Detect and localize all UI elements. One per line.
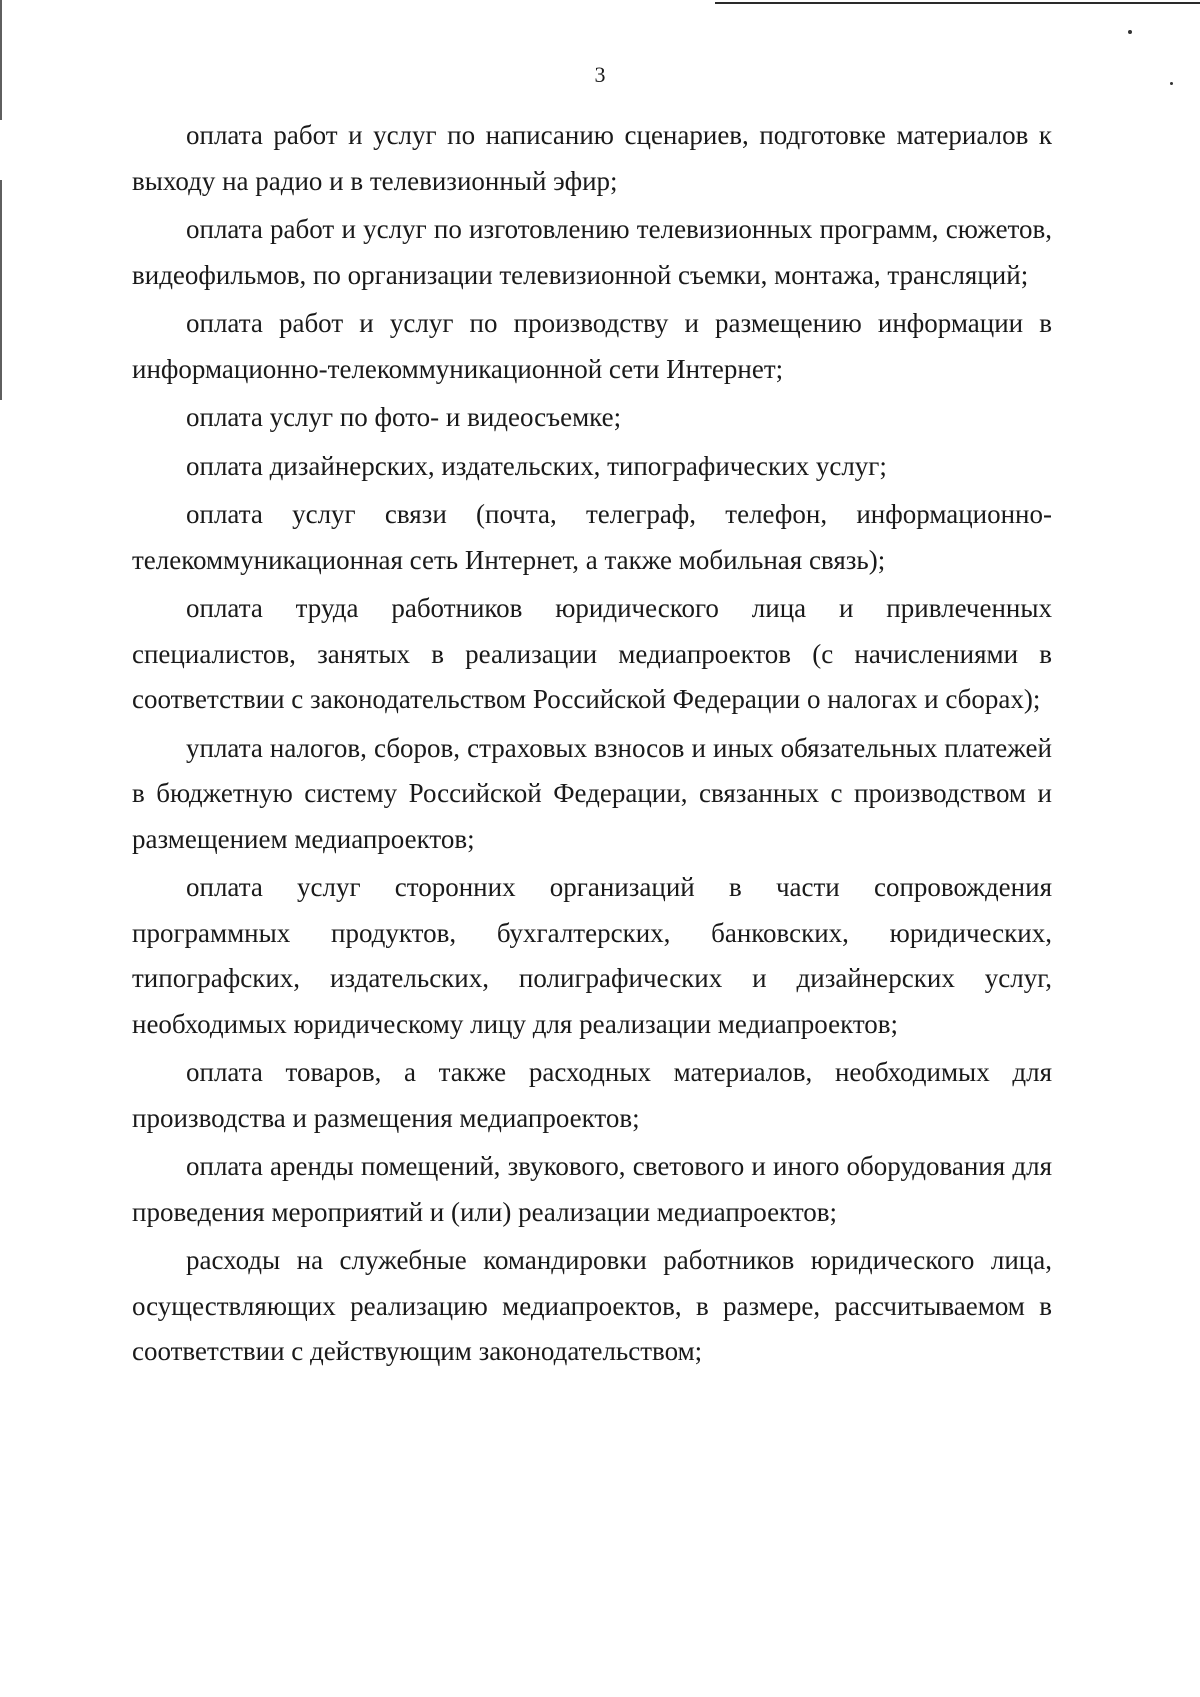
list-item: оплата работ и услуг по изготовлению телевизионных программ, сюжетов, видеофильмов, по организации телевизионной съемки, монтажа, трансляций; xyxy=(132,214,1052,290)
scan-speck xyxy=(1128,30,1132,34)
scan-edge-top xyxy=(715,2,1200,4)
list-item: оплата услуг по фото- и видеосъемке; xyxy=(186,402,622,432)
page-number: 3 xyxy=(594,62,606,87)
list-item: оплата услуг связи (почта, телеграф, телефон, информационно-телекоммуникационная сеть Интернет, а также мобильная связь); xyxy=(132,499,1052,575)
list-item: оплата товаров, а также расходных материалов, необходимых для производства и размещения медиапроектов; xyxy=(132,1057,1052,1133)
list-item: оплата работ и услуг по написанию сценариев, подготовке материалов к выходу на радио и в телевизионный эфир; xyxy=(132,120,1052,196)
list-item: оплата аренды помещений, звукового, светового и иного оборудования для проведения мероприятий и (или) реализации медиапроектов; xyxy=(132,1151,1052,1227)
list-item: расходы на служебные командировки работников юридического лица, осуществляющих реализацию медиапроектов, в размере, рассчитываемом в соответствии с действующим законодательством; xyxy=(132,1245,1052,1366)
list-item: уплата налогов, сборов, страховых взносов и иных обязательных платежей в бюджетную систему Российской Федерации, связанных с производством и размещением медиапроектов; xyxy=(132,732,1052,854)
list-item: оплата работ и услуг по производству и размещению информации в информационно-телекоммуникационной сети Интернет; xyxy=(132,308,1052,384)
document-body xyxy=(132,113,1052,1378)
list-item: оплата дизайнерских, издательских, типографических услуг; xyxy=(186,450,887,481)
list-item: оплата труда работников юридического лица и привлеченных специалистов, занятых в реализации медиапроектов (с начислениями в соответствии с законодательством Российской Федерации о налогах и сборах); xyxy=(132,593,1052,714)
scan-edge-left xyxy=(0,0,2,400)
list-item: оплата услуг сторонних организаций в части сопровождения программных продуктов, бухгалтерских, банковских, юридических, типографских, издательских, полиграфических и дизайнерских услуг, необходимых юридическому лицу для реализации медиапроектов; xyxy=(132,872,1052,1039)
